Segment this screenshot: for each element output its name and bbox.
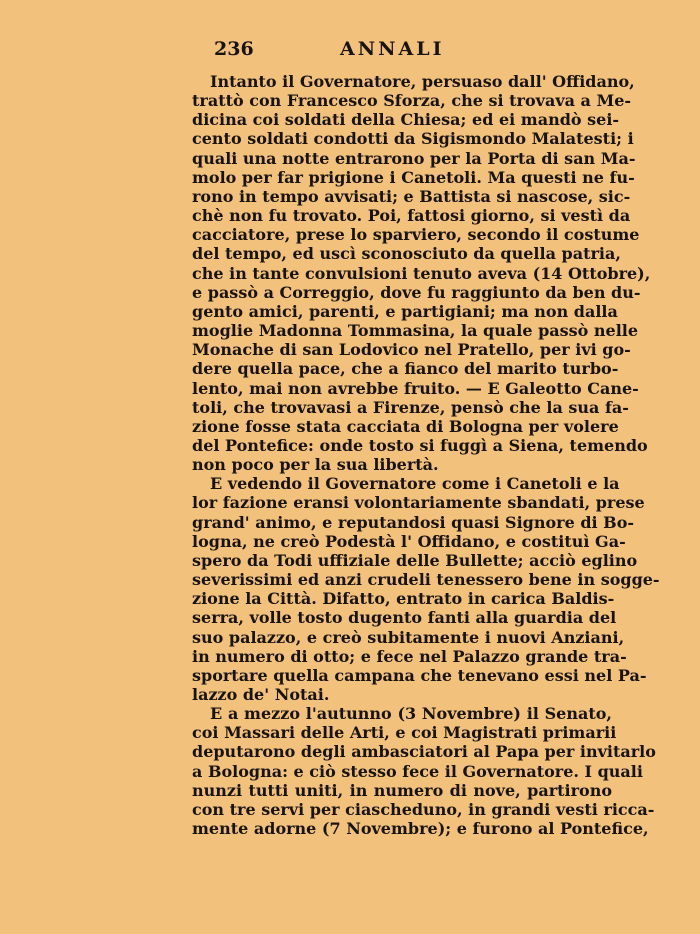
text-line: lento, mai non avrebbe fruito. — E Galeotto Cane-	[192, 378, 639, 398]
text-line: in numero di otto; e fece nel Palazzo grande tra-	[192, 646, 627, 666]
text-line: coi Massari delle Arti, e coi Magistrati primarii	[192, 723, 617, 743]
text-line: moglie Madonna Tommasina, la quale passò nelle	[192, 321, 639, 341]
running-title: ANNALI	[340, 38, 445, 60]
text-line: grand' animo, e reputandosi quasi Signore di Bo-	[192, 512, 634, 532]
text-line: Intanto il Governatore, persuaso dall' Offidano,	[210, 72, 635, 91]
text-line: non poco per la sua libertà.	[192, 455, 439, 475]
text-line: Monache di san Lodovico nel Pratello, per ivi go-	[192, 340, 631, 360]
text-line: severissimi ed anzi crudeli tenessero bene in sogge-	[192, 570, 660, 590]
text-line: lazzo de' Notai.	[192, 685, 330, 704]
text-line: mente adorne (7 Novembre); e furono al Pontefice,	[192, 819, 649, 839]
text-line: toli, che trovavasi a Firenze, pensò che la sua fa-	[192, 397, 629, 417]
text-line: chè non fu trovato. Poi, fattosi giorno, si vestì da	[192, 206, 631, 226]
text-line: nunzi tutti uniti, in numero di nove, partirono	[192, 780, 612, 800]
body-text	[192, 72, 660, 839]
page-header	[214, 38, 614, 62]
text-line: deputarono degli ambasciatori al Papa per invitarlo	[192, 742, 656, 762]
text-line: che in tante convulsioni tenuto aveva (14 Ottobre),	[192, 263, 651, 283]
text-line: e passò a Correggio, dove fu raggiunto da ben du-	[192, 282, 641, 302]
text-line: E vedendo il Governatore come i Canetoli e la	[210, 474, 620, 494]
text-line: trattò con Francesco Sforza, che si trovava a Me-	[192, 91, 632, 111]
text-line: dere quella pace, che a fianco del marito turbo-	[192, 359, 619, 379]
text-line: molo per far prigione i Canetoli. Ma questi ne fu-	[192, 167, 635, 187]
text-line: E a mezzo l'autunno (3 Novembre) il Senato,	[210, 704, 612, 724]
text-line: rono in tempo avvisati; e Battista si nascose, sic-	[192, 186, 631, 206]
page-number: 236	[214, 38, 254, 60]
text-line: gento amici, parenti, e partigiani; ma non dalla	[192, 301, 618, 321]
text-line: lor fazione eransi volontariamente sbandati, prese	[192, 493, 645, 513]
text-line: cento soldati condotti da Sigismondo Malatesti; i	[192, 129, 634, 149]
text-line: a Bologna: e ciò stesso fece il Governatore. I quali	[192, 761, 643, 781]
text-line: con tre servi per ciascheduno, in grandi vesti ricca-	[192, 799, 655, 819]
text-line: quali una notte entrarono per la Porta di san Ma-	[192, 148, 636, 168]
text-line: logna, ne creò Podestà l' Offidano, e costituì Ga-	[192, 531, 626, 551]
text-line: cacciatore, prese lo sparviero, secondo il costume	[192, 225, 640, 245]
text-line: zione la Città. Difatto, entrato in carica Baldis-	[192, 589, 615, 609]
text-line: spero da Todi uffiziale delle Bullette; acciò eglino	[192, 550, 638, 570]
text-line: suo palazzo, e creò subitamente i nuovi Anziani,	[192, 627, 625, 647]
text-line: sportare quella campana che tenevano essi nel Pa-	[192, 665, 647, 685]
text-line: dicina coi soldati della Chiesa; ed ei mandò sei-	[192, 110, 620, 130]
text-line: zione fosse stata cacciata di Bologna per volere	[192, 416, 619, 436]
text-line: del Pontefice: onde tosto si fuggì a Siena, temendo	[192, 435, 648, 455]
text-line: serra, volle tosto dugento fanti alla guardia del	[192, 608, 617, 628]
text-line: del tempo, ed uscì sconosciuto da quella patria,	[192, 244, 621, 264]
